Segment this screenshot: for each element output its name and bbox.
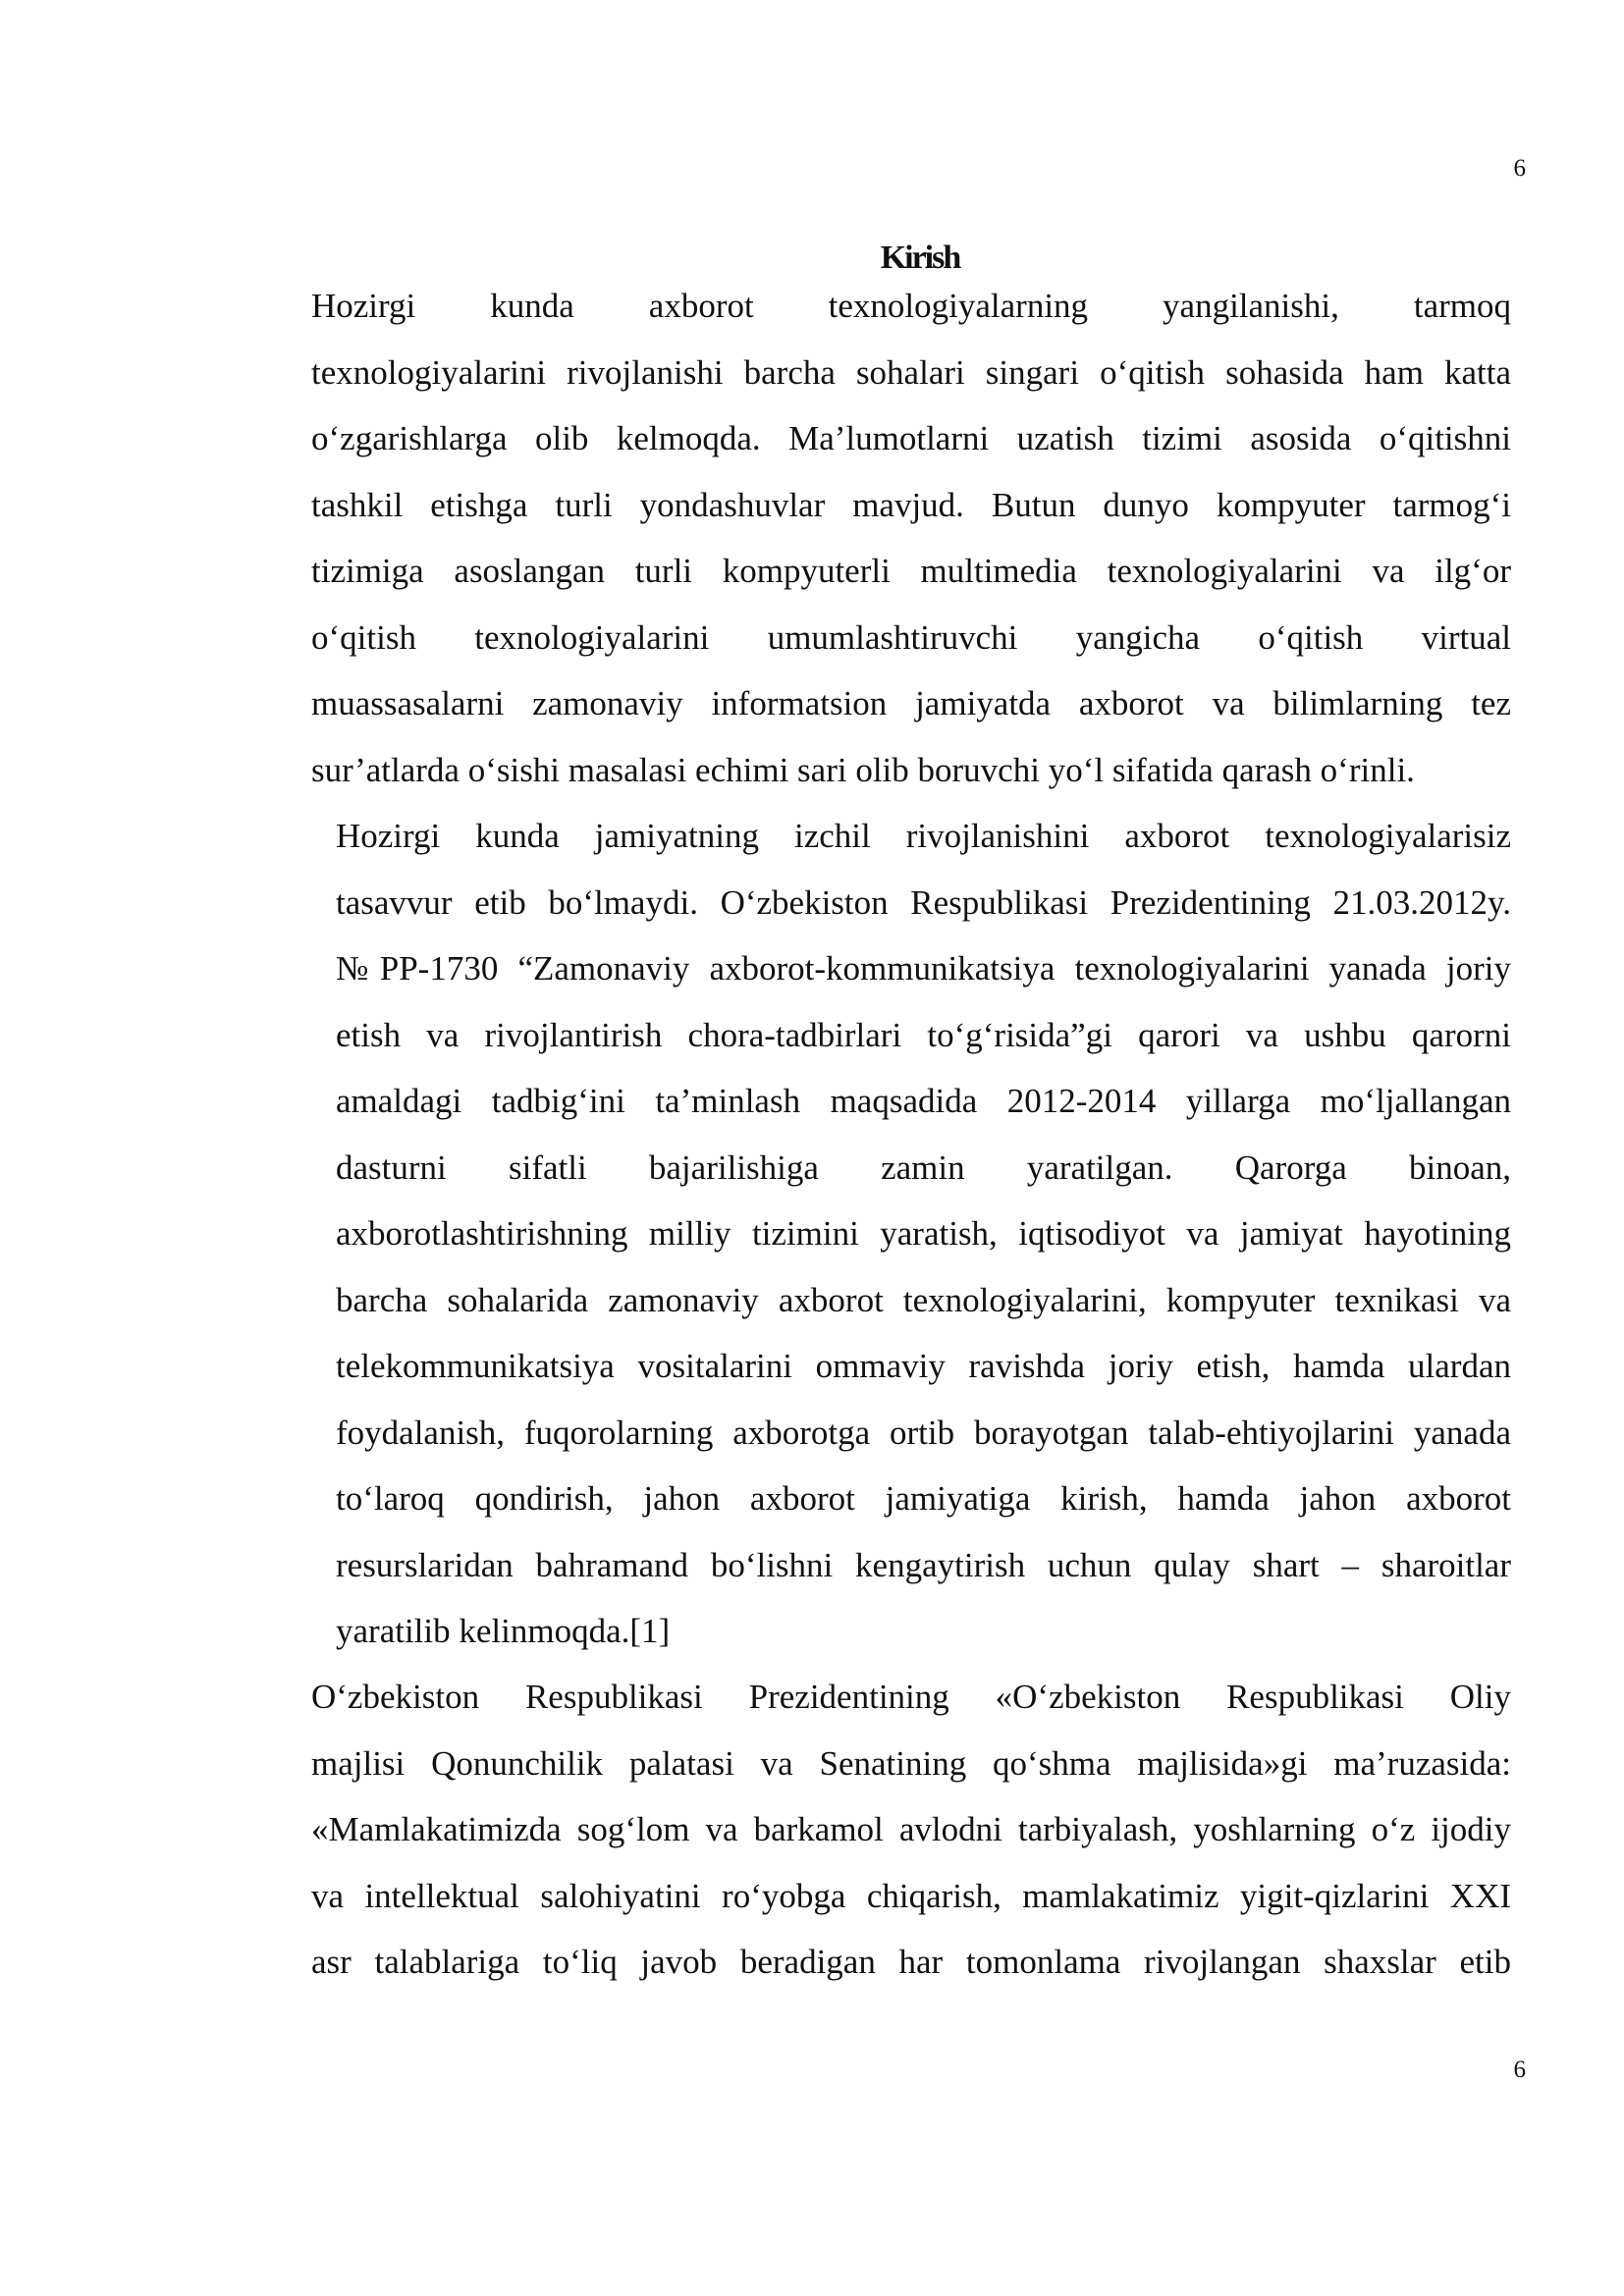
paragraph-line: o‘qitish texnologiyalarini umumlashtiruvchi yangicha o‘qitish virtual <box>311 617 1511 657</box>
paragraph-line: «Mamlakatimizda sog‘lom va barkamol avlodni tarbiyalash, yoshlarning o‘z ijodiy <box>311 1810 1511 1848</box>
paragraph-2 <box>239 803 1511 1665</box>
paragraph-1 <box>233 273 1511 803</box>
paragraph-line: №PP-1730 “Zamonaviy axborot-kommunikatsiya texnologiyalarini yanada joriy <box>336 949 1511 988</box>
paragraph-line: etish va rivojlantirish chora-tadbirlari to‘g‘risida”gi qarori va ushbu qarorni <box>336 1015 1511 1054</box>
paragraph-line: texnologiyalarini rivojlanishi barcha sohalari singari o‘qitish sohasida ham katta <box>311 352 1511 392</box>
paragraph-line: yaratilib kelinmoqda.[1] <box>336 1612 671 1650</box>
paragraph-line: Hozirgi kunda axborot texnologiyalarning yangilanishi, tarmoq <box>311 287 1511 325</box>
paragraph-3 <box>233 1664 1511 1996</box>
paragraph-line: tashkil etishga turli yondashuvlar mavjud. Butun dunyo kompyuter tarmog‘i <box>311 485 1511 524</box>
paragraph-line: telekommunikatsiya vositalarini ommaviy ravishda joriy etish, hamda ulardan <box>336 1347 1511 1385</box>
paragraph-line: amaldagi tadbig‘ini ta’minlash maqsadida 2012-2014 yillarga mo‘ljallangan <box>336 1082 1511 1120</box>
paragraph-line: muassasalarni zamonaviy informatsion jamiyatda axborot va bilimlarning tez <box>311 684 1511 722</box>
paragraph-line: o‘zgarishlarga olib kelmoqda. Ma’lumotlarni uzatish tizimi asosida o‘qitishni <box>311 419 1511 457</box>
paragraph-line: barcha sohalarida zamonaviy axborot texnologiyalarini, kompyuter texnikasi va <box>336 1280 1511 1319</box>
paragraph-line: Hozirgi kunda jamiyatning izchil rivojlanishini axborot texnologiyalarisiz <box>336 817 1511 855</box>
paragraph-line: tasavvur etib bo‘lmaydi. O‘zbekiston Respublikasi Prezidentining 21.03.2012y. <box>336 882 1511 922</box>
paragraph-line: sur’atlarda o‘sishi masalasi echimi sari olib boruvchi yo‘l sifatida qarash o‘rinli. <box>311 750 1415 789</box>
paragraph-line: O‘zbekiston Respublikasi Prezidentining «O‘zbekiston Respublikasi Oliy <box>311 1678 1511 1716</box>
paragraph-line: to‘laroq qondirish, jahon axborot jamiyatiga kirish, hamda jahon axborot <box>336 1479 1511 1518</box>
paragraph-line: asr talablariga to‘liq javob beradigan har tomonlama rivojlangan shaxslar etib <box>311 1943 1511 1981</box>
paragraph-line: axborotlashtirishning milliy tizimini yaratish, iqtisodiyot va jamiyat hayotining <box>336 1214 1511 1253</box>
paragraph-line: resurslaridan bahramand bo‘lishni kengaytirish uchun qulay shart – sharoitlar <box>336 1545 1511 1584</box>
paragraph-line: dasturni sifatli bajarilishiga zamin yaratilgan. Qarorga binoan, <box>336 1148 1511 1187</box>
page-title: Kirish <box>880 239 960 276</box>
page-number-top: 6 <box>1513 155 1526 182</box>
paragraph-line: tizimiga asoslangan turli kompyuterli multimedia texnologiyalarini va ilg‘or <box>311 552 1511 590</box>
paragraph-line: majlisi Qonunchilik palatasi va Senatining qo‘shma majlisida»gi ma’ruzasida: <box>311 1743 1511 1783</box>
page-number-bottom: 6 <box>1513 2056 1526 2083</box>
paragraph-line: va intellektual salohiyatini ro‘yobga chiqarish, mamlakatimiz yigit-qizlarini XXI <box>311 1876 1511 1915</box>
paragraph-line: foydalanish, fuqorolarning axborotga ortib borayotgan talab-ehtiyojlarini yanada <box>336 1413 1511 1452</box>
